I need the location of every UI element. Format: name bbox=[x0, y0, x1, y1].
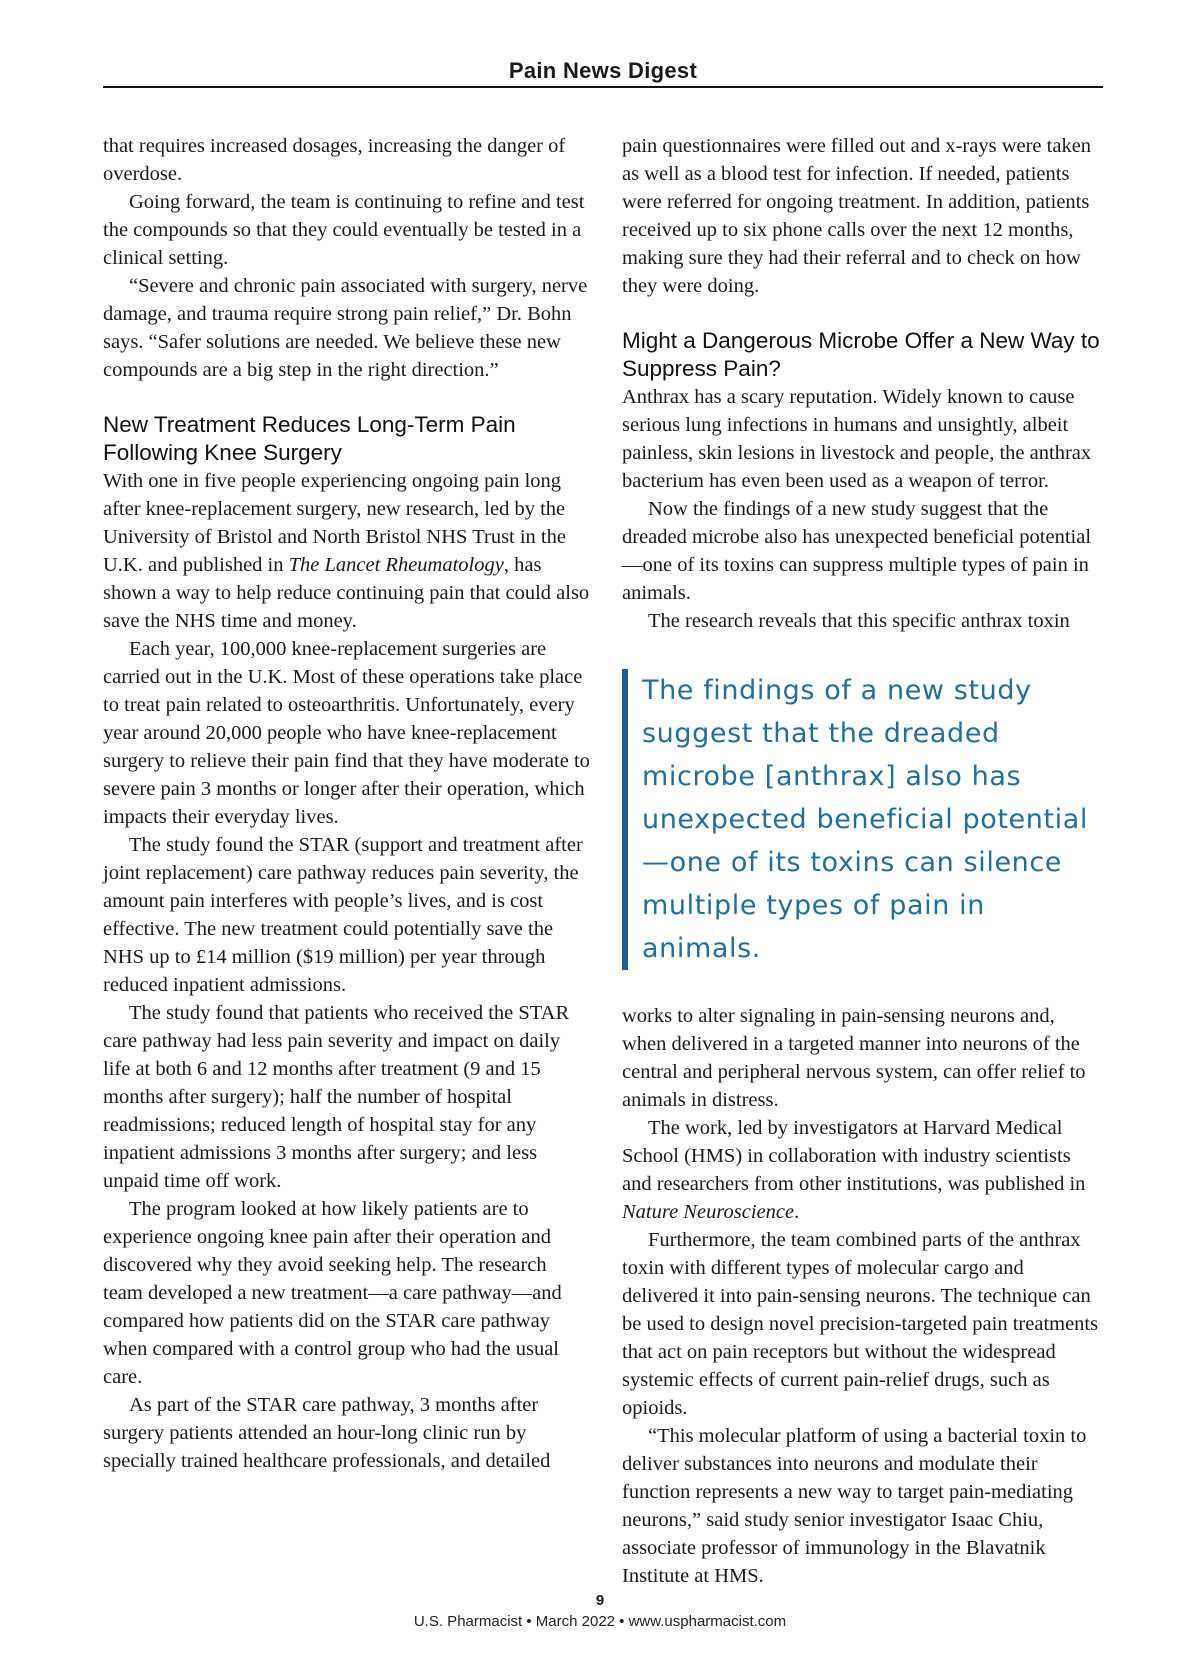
pull-quote bbox=[622, 669, 1102, 970]
journal-nature-neuroscience: Nature Neuroscience bbox=[622, 1201, 795, 1223]
left-paragraph-5: Each year, 100,000 knee-replacement surgeries are carried out in the U.K. Most of these operations take place to treat pain related to osteoarthritis. Unfortunately, every year around 20,000 people who have knee-replacement surgery to relieve their pain find that they have moderate to severe pain 3 months or longer after their operation, which impacts their everyday lives. bbox=[103, 638, 590, 828]
right-paragraph-6 bbox=[622, 1114, 1102, 1226]
pull-quote-text: The findings of a new study suggest that the dreaded microbe [anthrax] also has unexpected beneficial potential—one of its toxins can silence multiple types of pain in animals. bbox=[642, 675, 1089, 964]
left-paragraph-7: The study found that patients who received the STAR care pathway had less pain severity and impact on daily life at both 6 and 12 months after treatment (9 and 15 months after surgery); half the number of hospital readmissions; reduced length of hospital stay for any inpatient admissions 3 months after surgery; and less unpaid time off work. bbox=[103, 1002, 570, 1192]
right-paragraph-8: “This molecular platform of using a bacterial toxin to deliver substances into neurons and modulate their function represents a new way to target pain-mediating neurons,” said study senior investigator Isaac Chiu, associate professor of immunology in the Blavatnik Institute at HMS. bbox=[622, 1425, 1087, 1587]
left-paragraph-6: The study found the STAR (support and treatment after joint replacement) care pathway reduces pain severity, the amount pain interferes with people’s lives, and is cost effective. The new treatment could potentially save the NHS up to £14 million ($19 million) per year through reduced inpatient admissions. bbox=[103, 834, 583, 996]
left-paragraph-4-end: , has shown a way to help reduce continuing pain that could also save the NHS time and money. bbox=[103, 554, 590, 632]
right-paragraph-3: Now the findings of a new study suggest that the dreaded microbe also has unexpected beneficial potential—one of its toxins can suppress multiple types of pain in animals. bbox=[622, 498, 1092, 604]
right-paragraph-6-start: The work, led by investigators at Harvard Medical School (HMS) in collaboration with industry scientists and researchers from other institutions, was published in bbox=[622, 1117, 1086, 1195]
left-paragraph-4 bbox=[103, 467, 590, 635]
left-paragraph-9: As part of the STAR care pathway, 3 months after surgery patients attended an hour-long clinic run by specially trained healthcare professionals, and detailed bbox=[103, 1394, 551, 1472]
left-paragraph-8: The program looked at how likely patients are to experience ongoing knee pain after their operation and discovered why they avoid seeking help. The research team developed a new treatment—a care pathway—and compared how patients did on the STAR care pathway when compared with a control group who had the usual care. bbox=[103, 1198, 562, 1388]
left-paragraph-2: Going forward, the team is continuing to refine and test the compounds so that they could eventually be tested in a clinical setting. bbox=[103, 191, 585, 269]
left-paragraph-3: “Severe and chronic pain associated with surgery, nerve damage, and trauma require strong pain relief,” Dr. Bohn says. “Safer solutions are needed. We believe these new compounds are a big step in the right direction.” bbox=[103, 275, 588, 381]
right-paragraph-6-end: . bbox=[794, 1201, 800, 1223]
knee-surgery-heading: New Treatment Reduces Long-Term Pain Following Knee Surgery bbox=[103, 412, 516, 465]
right-paragraph-4: The research reveals that this specific anthrax toxin bbox=[648, 610, 1070, 632]
publication-footer: U.S. Pharmacist • March 2022 • www.uspharmacist.com bbox=[413, 1613, 787, 1630]
right-column bbox=[622, 132, 1102, 1590]
right-paragraph-2: Anthrax has a scary reputation. Widely known to cause serious lung infections in humans and unsightly, albeit painless, skin lesions in livestock and people, the anthrax bacterium has even been used as a weapon of terror. bbox=[622, 386, 1092, 492]
header-title: Pain News Digest bbox=[508, 58, 698, 83]
page-header bbox=[103, 56, 1103, 88]
right-paragraph-1: pain questionnaires were filled out and x-rays were taken as well as a blood test for infection. If needed, patients were referred for ongoing treatment. In addition, patients received up to six phone calls over the next 12 months, making sure they had their referral and to check on how they were doing. bbox=[622, 135, 1092, 297]
left-paragraph-1: that requires increased dosages, increasing the danger of overdose. bbox=[103, 135, 566, 185]
anthrax-heading: Might a Dangerous Microbe Offer a New Way to Suppress Pain? bbox=[622, 328, 1100, 381]
journal-lancet-rheumatology: The Lancet Rheumatology bbox=[288, 554, 504, 576]
right-paragraph-5: works to alter signaling in pain-sensing neurons and, when delivered in a targeted manner into neurons of the central and peripheral nervous system, can offer relief to animals in distress. bbox=[622, 1005, 1086, 1111]
left-column bbox=[103, 132, 590, 1475]
left-paragraph-4-start: With one in five people experiencing ongoing pain long after knee-replacement surgery, new research, led by the University of Bristol and North Bristol NHS Trust in the U.K. and published in bbox=[103, 470, 566, 576]
page-number: 9 bbox=[595, 1592, 605, 1609]
right-paragraph-7: Furthermore, the team combined parts of the anthrax toxin with different types of molecular cargo and delivered it into pain-sensing neurons. The technique can be used to design novel precision-targeted pain treatments that act on pain receptors but without the widespread systemic effects of current pain-relief drugs, such as opioids. bbox=[622, 1229, 1099, 1419]
